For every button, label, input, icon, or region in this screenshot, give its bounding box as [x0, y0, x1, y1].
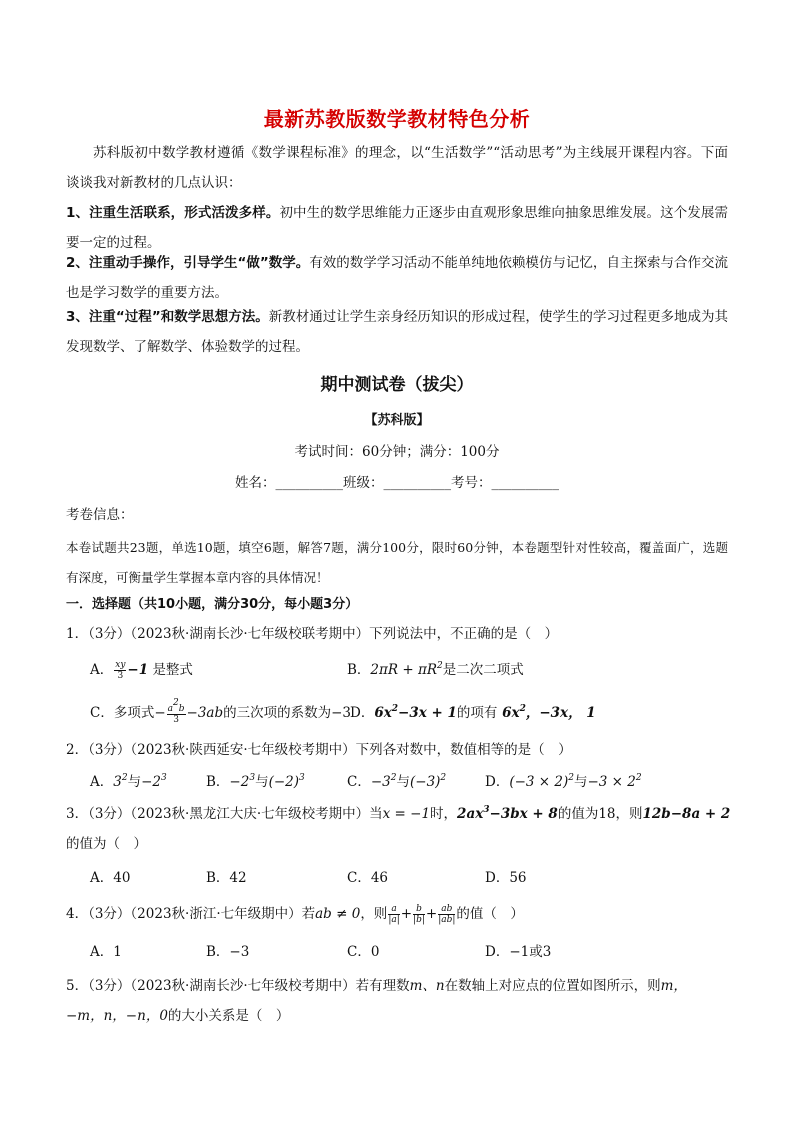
- option-text: 是二次二项式: [442, 662, 524, 678]
- math-fraction: $\frac{xy}{3}$: [115, 660, 126, 681]
- intro-paragraph: [66, 138, 728, 198]
- question-number: 2．: [66, 742, 89, 758]
- question-text: 若有理数: [355, 978, 410, 994]
- option-label: D．: [350, 705, 375, 721]
- question-3-stem: 3．（3分）（2023秋·黑龙江大庆·七年级校考期中）当x = −1时，$2ax^3-3bx + 8$的值为18，则12b−8a + 2: [66, 805, 731, 822]
- question-text: 的大小关系是（ ）: [167, 1008, 290, 1024]
- point-1-heading: 1、注重生活联系，形式活泼多样。: [66, 205, 280, 221]
- exam-time-info: 考试时间：60分钟；满分：100分: [294, 444, 500, 460]
- question-1-stem: [66, 622, 558, 642]
- question-text: 下列各对数中，数值相等的是（ ）: [355, 742, 572, 758]
- math-fraction: $\frac{a^2b}{3}$: [167, 697, 185, 725]
- question-meta: （3分）（2023秋·陕西延安·七年级校考期中）: [88, 742, 356, 758]
- question-meta: （3分）（2023秋·黑龙江大庆·七年级校考期中）: [88, 806, 370, 822]
- option-value: −1或3: [509, 944, 552, 960]
- option-2d: D．$(-3 \times 2)^2$与$-3 \times 2^2$: [485, 773, 642, 790]
- option-1b: [347, 658, 524, 678]
- question-text: 若: [301, 906, 316, 922]
- question-text: 下列说法中，不正确的是（ ）: [369, 626, 559, 642]
- option-3b: B．42: [206, 870, 247, 886]
- point-2-heading: 2、注重动手操作，引导学生“做”数学。: [66, 255, 310, 271]
- question-meta: （3分）（2023秋·浙江·七年级期中）: [88, 906, 302, 922]
- option-label: D．: [485, 944, 510, 960]
- question-text: 当: [369, 806, 383, 822]
- option-label: A．: [90, 774, 114, 790]
- exam-info-label: 考卷信息：: [66, 507, 134, 523]
- math-expr: $6x^2$，−3x， 1: [497, 704, 596, 721]
- math-expr: −3ab: [186, 705, 224, 721]
- question-text: ，则: [360, 906, 388, 922]
- option-2a: A．$3^2$与$-2^3$: [90, 773, 167, 790]
- question-text: 的值为18，则: [557, 806, 643, 822]
- option-label: C．: [347, 774, 371, 790]
- option-value: −3: [331, 705, 352, 721]
- question-number: 3．: [66, 806, 89, 822]
- math-fraction: $\frac{ab}{|ab|}$: [438, 904, 456, 925]
- point-3-heading: 3、注重“过程”和数学思想方法。: [66, 309, 269, 325]
- option-label: A．: [90, 662, 114, 678]
- option-3d: D．56: [485, 870, 527, 886]
- page-title: 最新苏教版数学教材特色分析: [263, 107, 531, 131]
- exam-edition: 【苏科版】: [364, 413, 430, 428]
- option-label: C．多项式: [90, 705, 155, 721]
- point-1-text: 初中生的数学思维能力正逐步由直观形象思维向抽象思维发展。这个发展需要一定的过程。: [66, 205, 728, 251]
- option-3a: A．40: [90, 870, 131, 886]
- option-text: 与: [127, 774, 142, 790]
- question-number: 5．: [66, 978, 89, 994]
- question-4-stem: 4．（3分）（2023秋·浙江·七年级期中）若ab ≠ 0，则 $\frac{a}{|a|}$ + $\frac{b}{|b|}$ + $\frac{ab}{|ab|}$ 的值（ ）: [66, 904, 524, 925]
- math-expr: −1: [127, 662, 149, 678]
- option-text: 与: [255, 774, 269, 790]
- math-expr: −: [154, 705, 166, 721]
- option-4b: [206, 940, 249, 960]
- question-5-stem: 5．（3分）（2023秋·湖南长沙·七年级校考期中）若有理数m、n在数轴上对应点的位置如图所示，则m，: [66, 978, 687, 994]
- option-text: 与: [573, 774, 588, 790]
- option-label: B．: [206, 944, 230, 960]
- option-text: 的项有: [456, 705, 498, 721]
- math-fraction: $\frac{b}{|b|}$: [413, 904, 425, 925]
- math-expr: $6x^2-3x + 1$: [374, 704, 457, 721]
- question-meta: （3分）（2023秋·湖南长沙·七年级校考期中）: [88, 978, 356, 994]
- point-2-text: 有效的数学学习活动不能单纯地依赖模仿与记忆，自主探索与合作交流也是学习数学的重要方法。: [66, 255, 729, 301]
- option-label: B．: [347, 662, 371, 678]
- question-text: 在数轴上对应点的位置如图所示，则: [444, 978, 661, 994]
- option-label: D．: [485, 774, 510, 790]
- question-meta: （3分）（2023秋·湖南长沙·七年级校联考期中）: [88, 626, 370, 642]
- option-4d: [485, 940, 551, 960]
- intro-text: 苏科版初中数学教材遵循《数学课程标准》的理念，以“生活数学”“活动思考”为主线展开课程内容。下面谈谈我对新教材的几点认识：: [66, 145, 728, 191]
- option-label: B．: [206, 774, 230, 790]
- option-2b: B．$-2^3$与$(-2)^3$: [206, 773, 305, 790]
- option-text: 的三次项的系数为: [223, 705, 332, 721]
- option-3c: C．46: [347, 870, 389, 886]
- math-fraction: $\frac{a}{|a|}$: [388, 904, 400, 925]
- option-1a: [90, 658, 193, 681]
- question-number: 4．: [66, 906, 89, 922]
- option-1d: [350, 701, 596, 721]
- question-number: 1．: [66, 626, 89, 642]
- option-4a: A．1: [90, 944, 122, 960]
- option-2c: C．$-3^2$与$(-3)^2$: [347, 773, 447, 790]
- student-info-fill-line: 姓名：__________班级：__________考号：__________: [235, 475, 559, 491]
- question-5-stem-cont: −m，n，−n，0的大小关系是（ ）: [66, 1008, 290, 1024]
- question-text: 的值（ ）: [456, 906, 524, 922]
- question-3-stem-cont: 的值为（ ）: [66, 836, 147, 852]
- option-1c: [90, 697, 352, 725]
- option-4c: C．0: [347, 944, 380, 960]
- option-text: 是整式: [152, 662, 193, 678]
- question-2-stem: [66, 738, 572, 758]
- point-2-paragraph: [66, 248, 728, 308]
- option-text: 与: [396, 774, 410, 790]
- math-expr: $2\pi R + \pi R^2$: [370, 661, 443, 678]
- point-3-text: 新教材通过让学生亲身经历知识的形成过程，使学生的学习过程更多地成为其发现数学、了解数学、体验数学的过程。: [66, 309, 729, 355]
- question-text: 时，: [430, 806, 458, 822]
- section-1-heading: 一．选择题（共10小题，满分30分，每小题3分）: [66, 597, 359, 612]
- exam-title: 期中测试卷（拔尖）: [320, 375, 474, 395]
- point-3-paragraph: [66, 302, 728, 362]
- exam-info-text: 本卷试题共23题，单选10题，填空6题，解答7题，满分100分，限时60分钟，本卷题型针对性较高，覆盖面广，选题有深度，可衡量学生掌握本章内容的具体情况！: [66, 540, 728, 585]
- option-value: −3: [229, 944, 250, 960]
